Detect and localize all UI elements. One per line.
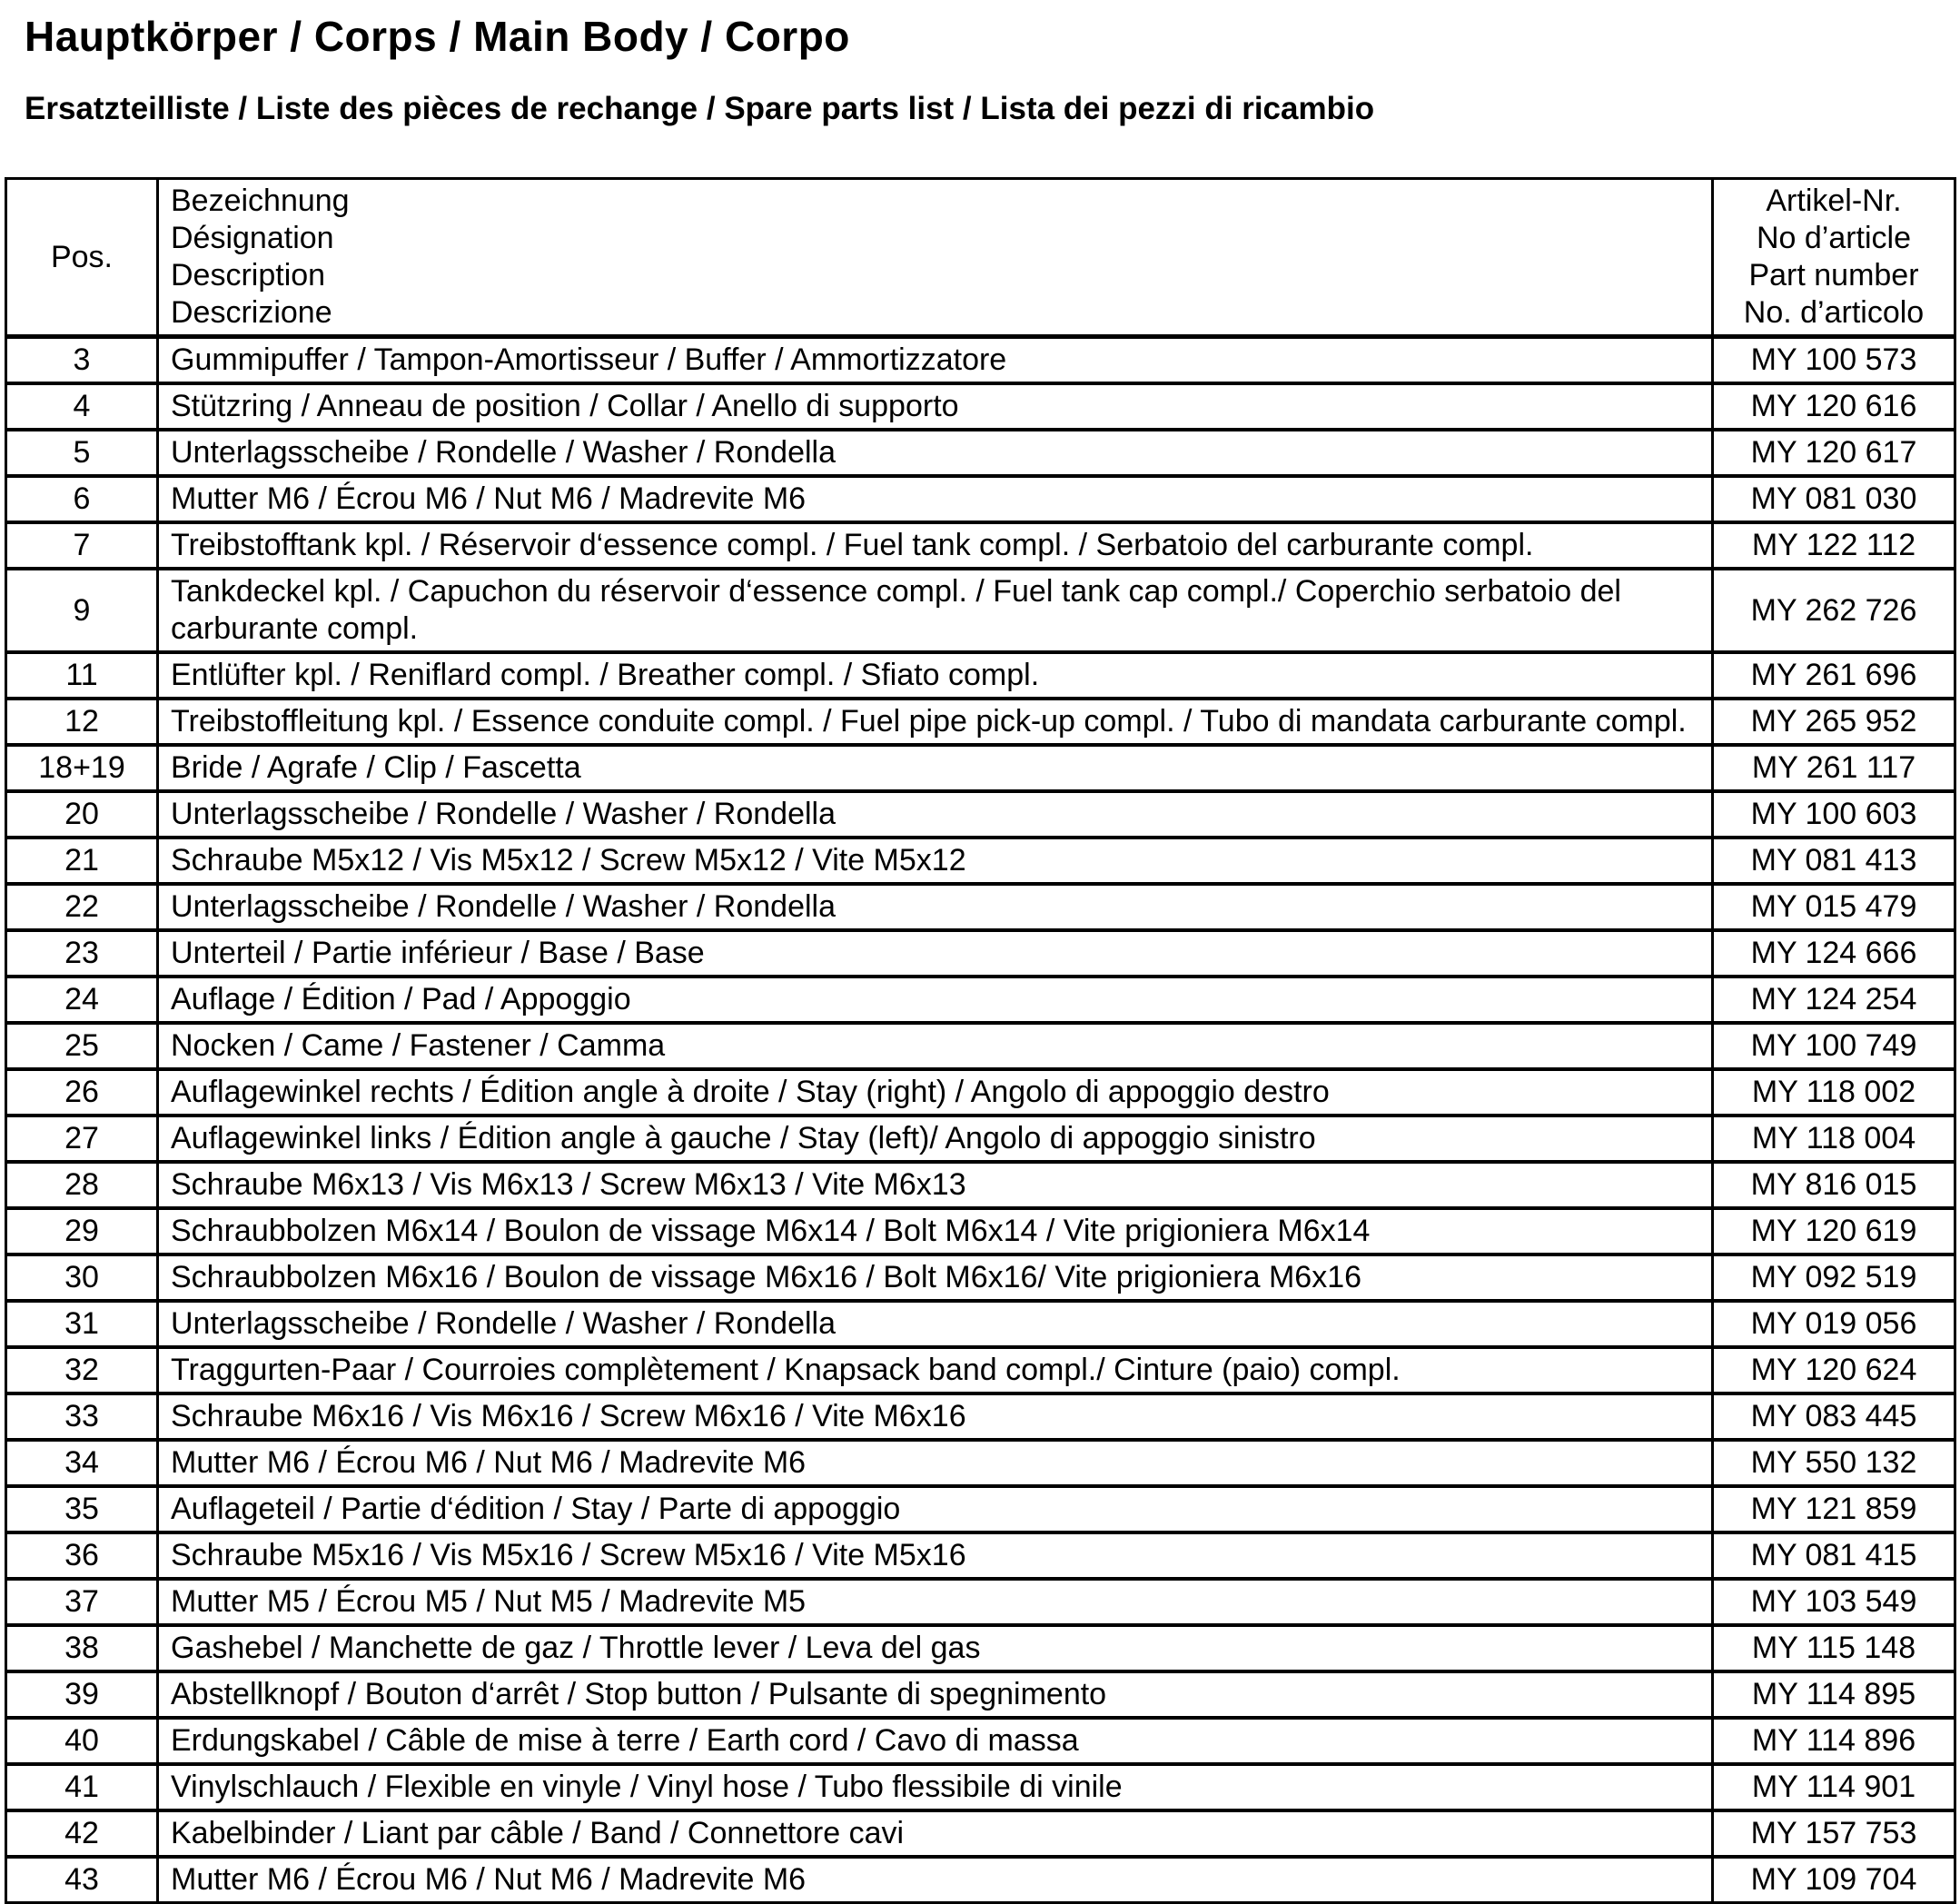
table-row	[6, 1718, 1955, 1764]
page-subtitle: Ersatzteilliste / Liste des pièces de rechange / Spare parts list / Lista dei pezzi di ricambio	[25, 90, 1375, 126]
pos-cell: 31	[6, 1301, 158, 1347]
designation-cell: Schraubbolzen M6x16 / Boulon de vissage M6x16 / Bolt M6x16/ Vite prigioniera M6x16	[158, 1254, 1713, 1301]
table-row	[6, 1625, 1955, 1671]
table-row	[6, 569, 1955, 652]
article-number-cell: MY 124 254	[1713, 977, 1955, 1023]
pos-cell: 35	[6, 1486, 158, 1532]
table-row	[6, 1023, 1955, 1069]
table-row	[6, 1254, 1955, 1301]
designation-cell: Kabelbinder / Liant par câble / Band / Connettore cavi	[158, 1810, 1713, 1857]
article-number-cell: MY 121 859	[1713, 1486, 1955, 1532]
designation-cell: Mutter M6 / Écrou M6 / Nut M6 / Madrevite M6	[158, 1440, 1713, 1486]
table-row	[6, 791, 1955, 838]
pos-cell: 41	[6, 1764, 158, 1810]
article-number-cell: MY 262 726	[1713, 569, 1955, 652]
page-title: Hauptkörper / Corps / Main Body / Corpo	[25, 13, 850, 60]
designation-cell: Mutter M6 / Écrou M6 / Nut M6 / Madrevite M6	[158, 476, 1713, 522]
article-number-cell: MY 092 519	[1713, 1254, 1955, 1301]
pos-cell: 30	[6, 1254, 158, 1301]
pos-cell: 34	[6, 1440, 158, 1486]
designation-cell: Abstellknopf / Bouton d‘arrêt / Stop button / Pulsante di spegnimento	[158, 1671, 1713, 1718]
table-row	[6, 977, 1955, 1023]
article-number-cell: MY 118 004	[1713, 1116, 1955, 1162]
pos-cell: 18+19	[6, 745, 158, 791]
designation-cell: Unterlagsscheibe / Rondelle / Washer / Rondella	[158, 430, 1713, 476]
pos-cell: 29	[6, 1208, 158, 1254]
pos-cell: 40	[6, 1718, 158, 1764]
designation-cell: Entlüfter kpl. / Reniflard compl. / Breather compl. / Sfiato compl.	[158, 652, 1713, 699]
header-article-it: No. d’articolo	[1743, 295, 1925, 331]
article-number-cell: MY 120 624	[1713, 1347, 1955, 1393]
designation-cell: Schraube M6x16 / Vis M6x16 / Screw M6x16 / Vite M6x16	[158, 1393, 1713, 1440]
article-number-cell: MY 120 617	[1713, 430, 1955, 476]
designation-cell: Tankdeckel kpl. / Capuchon du réservoir d‘essence compl. / Fuel tank cap compl./ Coperchio serbatoio del carburante compl.	[158, 569, 1713, 652]
parts-table-body	[6, 337, 1955, 1903]
pos-cell: 22	[6, 884, 158, 930]
header-article-number	[1713, 179, 1955, 337]
pos-cell: 7	[6, 522, 158, 569]
pos-cell: 23	[6, 930, 158, 977]
article-number-cell: MY 100 603	[1713, 791, 1955, 838]
designation-cell: Schraube M5x16 / Vis M5x16 / Screw M5x16 / Vite M5x16	[158, 1532, 1713, 1579]
table-row	[6, 652, 1955, 699]
article-number-cell: MY 157 753	[1713, 1810, 1955, 1857]
designation-cell: Schraube M6x13 / Vis M6x13 / Screw M6x13 / Vite M6x13	[158, 1162, 1713, 1208]
table-row	[6, 383, 1955, 430]
pos-cell: 36	[6, 1532, 158, 1579]
pos-cell: 33	[6, 1393, 158, 1440]
pos-cell: 12	[6, 699, 158, 745]
table-row	[6, 1116, 1955, 1162]
article-number-cell: MY 120 619	[1713, 1208, 1955, 1254]
table-row	[6, 1069, 1955, 1116]
spare-parts-table	[5, 177, 1956, 1904]
pos-cell: 4	[6, 383, 158, 430]
pos-cell: 32	[6, 1347, 158, 1393]
table-row	[6, 476, 1955, 522]
pos-cell: 28	[6, 1162, 158, 1208]
header-pos: Pos.	[6, 179, 158, 337]
table-row	[6, 1857, 1955, 1903]
pos-cell: 38	[6, 1625, 158, 1671]
header-article-de: Artikel-Nr.	[1766, 183, 1902, 219]
pos-cell: 3	[6, 337, 158, 384]
article-number-cell: MY 114 901	[1713, 1764, 1955, 1810]
article-number-cell: MY 115 148	[1713, 1625, 1955, 1671]
table-row	[6, 838, 1955, 884]
table-row	[6, 1347, 1955, 1393]
designation-cell: Mutter M5 / Écrou M5 / Nut M5 / Madrevite M5	[158, 1579, 1713, 1625]
pos-cell: 6	[6, 476, 158, 522]
pos-cell: 9	[6, 569, 158, 652]
table-row	[6, 1162, 1955, 1208]
article-number-cell: MY 103 549	[1713, 1579, 1955, 1625]
table-row	[6, 1671, 1955, 1718]
table-row	[6, 522, 1955, 569]
article-number-cell: MY 114 895	[1713, 1671, 1955, 1718]
table-row	[6, 1764, 1955, 1810]
pos-cell: 11	[6, 652, 158, 699]
header-designation-it: Descrizione	[171, 295, 332, 331]
designation-cell: Auflage / Édition / Pad / Appoggio	[158, 977, 1713, 1023]
header-designation	[158, 179, 1713, 337]
article-number-cell: MY 100 573	[1713, 337, 1955, 384]
designation-cell: Stützring / Anneau de position / Collar / Anello di supporto	[158, 383, 1713, 430]
designation-cell: Mutter M6 / Écrou M6 / Nut M6 / Madrevite M6	[158, 1857, 1713, 1903]
article-number-cell: MY 081 415	[1713, 1532, 1955, 1579]
header-designation-en: Description	[171, 258, 326, 293]
header-row	[6, 179, 1955, 337]
pos-cell: 43	[6, 1857, 158, 1903]
designation-cell: Nocken / Came / Fastener / Camma	[158, 1023, 1713, 1069]
designation-cell: Auflagewinkel rechts / Édition angle à droite / Stay (right) / Angolo di appoggio destro	[158, 1069, 1713, 1116]
table-row	[6, 1579, 1955, 1625]
article-number-cell: MY 114 896	[1713, 1718, 1955, 1764]
designation-cell: Schraube M5x12 / Vis M5x12 / Screw M5x12 / Vite M5x12	[158, 838, 1713, 884]
article-number-cell: MY 816 015	[1713, 1162, 1955, 1208]
designation-cell: Auflageteil / Partie d‘édition / Stay / Parte di appoggio	[158, 1486, 1713, 1532]
article-number-cell: MY 015 479	[1713, 884, 1955, 930]
article-number-cell: MY 100 749	[1713, 1023, 1955, 1069]
designation-cell: Gummipuffer / Tampon-Amortisseur / Buffer / Ammortizzatore	[158, 337, 1713, 384]
pos-cell: 5	[6, 430, 158, 476]
designation-cell: Vinylschlauch / Flexible en vinyle / Vinyl hose / Tubo flessibile di vinile	[158, 1764, 1713, 1810]
designation-cell: Gashebel / Manchette de gaz / Throttle lever / Leva del gas	[158, 1625, 1713, 1671]
article-number-cell: MY 261 117	[1713, 745, 1955, 791]
designation-cell: Unterteil / Partie inférieur / Base / Base	[158, 930, 1713, 977]
designation-cell: Treibstofftank kpl. / Réservoir d‘essence compl. / Fuel tank compl. / Serbatoio del carburante compl.	[158, 522, 1713, 569]
designation-cell: Erdungskabel / Câble de mise à terre / Earth cord / Cavo di massa	[158, 1718, 1713, 1764]
pos-cell: 42	[6, 1810, 158, 1857]
header-article-fr: No d’article	[1756, 221, 1912, 256]
table-row	[6, 1810, 1955, 1857]
designation-cell: Traggurten-Paar / Courroies complètement / Knapsack band compl./ Cinture (paio) compl.	[158, 1347, 1713, 1393]
pos-cell: 26	[6, 1069, 158, 1116]
article-number-cell: MY 122 112	[1713, 522, 1955, 569]
article-number-cell: MY 118 002	[1713, 1069, 1955, 1116]
header-article-en: Part number	[1748, 258, 1919, 293]
table-row	[6, 1532, 1955, 1579]
pos-cell: 39	[6, 1671, 158, 1718]
header-designation-de: Bezeichnung	[171, 183, 350, 219]
article-number-cell: MY 081 413	[1713, 838, 1955, 884]
pos-cell: 37	[6, 1579, 158, 1625]
designation-cell: Unterlagsscheibe / Rondelle / Washer / Rondella	[158, 884, 1713, 930]
pos-cell: 27	[6, 1116, 158, 1162]
article-number-cell: MY 083 445	[1713, 1393, 1955, 1440]
table-row	[6, 1393, 1955, 1440]
designation-cell: Unterlagsscheibe / Rondelle / Washer / Rondella	[158, 1301, 1713, 1347]
article-number-cell: MY 261 696	[1713, 652, 1955, 699]
pos-cell: 24	[6, 977, 158, 1023]
designation-cell: Treibstoffleitung kpl. / Essence conduite compl. / Fuel pipe pick-up compl. / Tubo di mandata carburante compl.	[158, 699, 1713, 745]
designation-cell: Unterlagsscheibe / Rondelle / Washer / Rondella	[158, 791, 1713, 838]
article-number-cell: MY 124 666	[1713, 930, 1955, 977]
header-designation-fr: Désignation	[171, 221, 334, 256]
table-row	[6, 1208, 1955, 1254]
table-row	[6, 745, 1955, 791]
pos-cell: 25	[6, 1023, 158, 1069]
designation-cell: Schraubbolzen M6x14 / Boulon de vissage M6x14 / Bolt M6x14 / Vite prigioniera M6x14	[158, 1208, 1713, 1254]
table-row	[6, 430, 1955, 476]
table-header	[6, 179, 1955, 337]
table-row	[6, 930, 1955, 977]
article-number-cell: MY 081 030	[1713, 476, 1955, 522]
designation-cell: Auflagewinkel links / Édition angle à gauche / Stay (left)/ Angolo di appoggio sinistro	[158, 1116, 1713, 1162]
pos-cell: 20	[6, 791, 158, 838]
article-number-cell: MY 550 132	[1713, 1440, 1955, 1486]
article-number-cell: MY 265 952	[1713, 699, 1955, 745]
designation-cell: Bride / Agrafe / Clip / Fascetta	[158, 745, 1713, 791]
table-row	[6, 1440, 1955, 1486]
article-number-cell: MY 019 056	[1713, 1301, 1955, 1347]
pos-cell: 21	[6, 838, 158, 884]
table-row	[6, 699, 1955, 745]
table-row	[6, 1301, 1955, 1347]
table-row	[6, 337, 1955, 384]
table-row	[6, 1486, 1955, 1532]
article-number-cell: MY 109 704	[1713, 1857, 1955, 1903]
table-row	[6, 884, 1955, 930]
article-number-cell: MY 120 616	[1713, 383, 1955, 430]
